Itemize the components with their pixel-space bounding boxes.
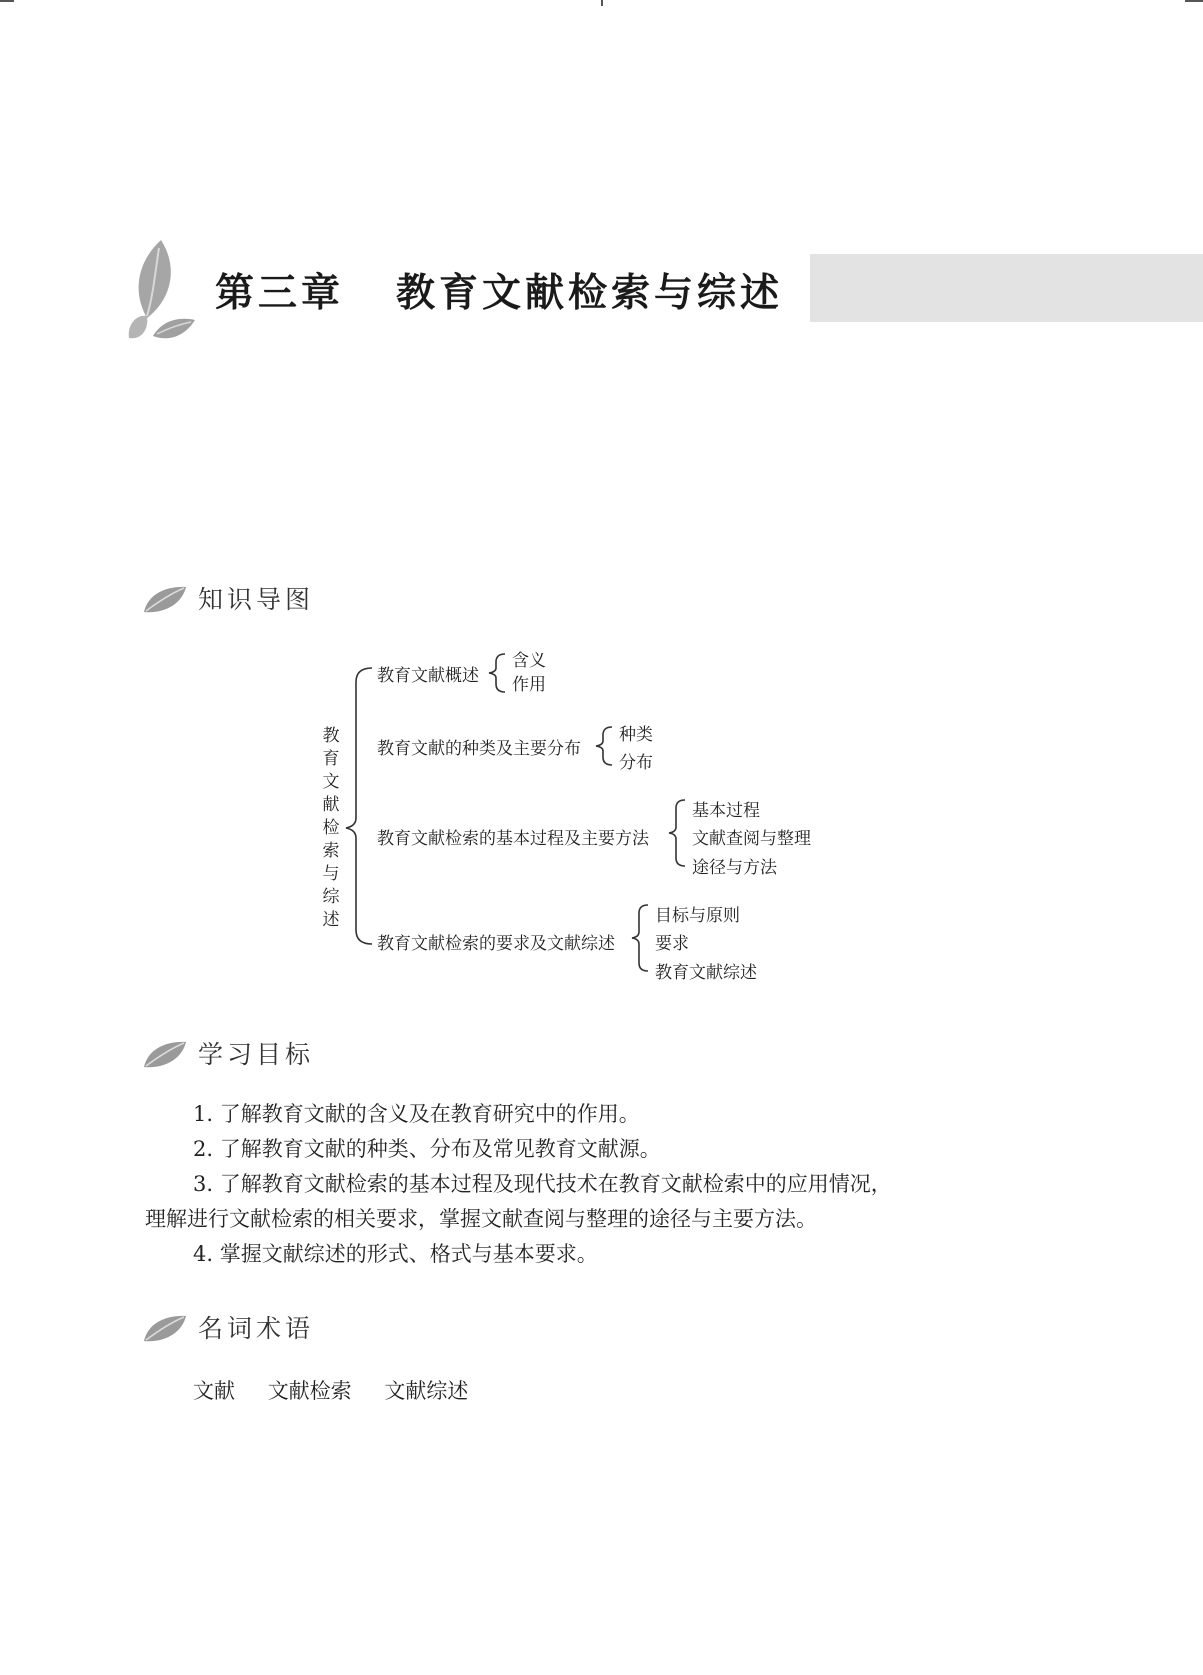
root-char: 索 xyxy=(322,841,340,861)
chapter-number: 第三章 xyxy=(215,270,345,316)
section-heading-learning-goals: 学习目标 xyxy=(198,1040,315,1069)
section-heading-terms: 名词术语 xyxy=(198,1314,315,1343)
mind-map-branch: 教育文献检索的要求及文献综述 xyxy=(377,934,615,954)
goal-item: 1. 了解教育文献的含义及在教育研究中的作用。 xyxy=(193,1102,640,1126)
mind-map-leaf: 目标与原则 xyxy=(655,906,740,926)
term: 文献综述 xyxy=(384,1379,469,1403)
term: 文献 xyxy=(193,1379,235,1403)
mind-map-leaf: 基本过程 xyxy=(692,801,760,821)
mind-map-leaf: 含义 xyxy=(512,651,546,671)
root-char: 文 xyxy=(322,772,340,792)
goal-item-continuation: 理解进行文献检索的相关要求，掌握文献查阅与整理的途径与主要方法。 xyxy=(145,1207,817,1231)
mind-map-leaf: 要求 xyxy=(655,934,689,954)
section-heading-knowledge-map: 知识导图 xyxy=(198,585,315,614)
mind-map-leaf: 文献查阅与整理 xyxy=(692,829,811,849)
root-char: 述 xyxy=(322,910,340,930)
root-char: 献 xyxy=(322,795,340,815)
root-char: 育 xyxy=(322,749,340,769)
mind-map-branch: 教育文献检索的基本过程及主要方法 xyxy=(377,829,649,849)
goal-item: 2. 了解教育文献的种类、分布及常见教育文献源。 xyxy=(193,1137,661,1161)
mind-map-leaf: 作用 xyxy=(512,675,546,695)
term: 文献检索 xyxy=(267,1379,352,1403)
mind-map-leaf: 分布 xyxy=(619,753,653,773)
mind-map-branch: 教育文献的种类及主要分布 xyxy=(377,739,581,759)
root-char: 综 xyxy=(322,887,340,907)
leaf-icon xyxy=(142,1313,188,1343)
root-char: 检 xyxy=(322,818,340,838)
chapter-name: 教育文献检索与综述 xyxy=(396,270,784,316)
mind-map-branch: 教育文献概述 xyxy=(377,666,479,686)
mind-map-leaf: 种类 xyxy=(619,725,653,745)
goal-item: 3. 了解教育文献检索的基本过程及现代技术在教育文献检索中的应用情况， xyxy=(193,1172,892,1196)
goal-item: 4. 掌握文献综述的形式、格式与基本要求。 xyxy=(193,1242,598,1266)
terms-list xyxy=(193,1375,494,1405)
leaf-icon xyxy=(142,1039,188,1069)
mind-map-leaf: 途径与方法 xyxy=(692,858,777,878)
root-char: 与 xyxy=(322,864,340,884)
mind-map-leaf: 教育文献综述 xyxy=(655,963,757,983)
root-char: 教 xyxy=(322,726,340,746)
